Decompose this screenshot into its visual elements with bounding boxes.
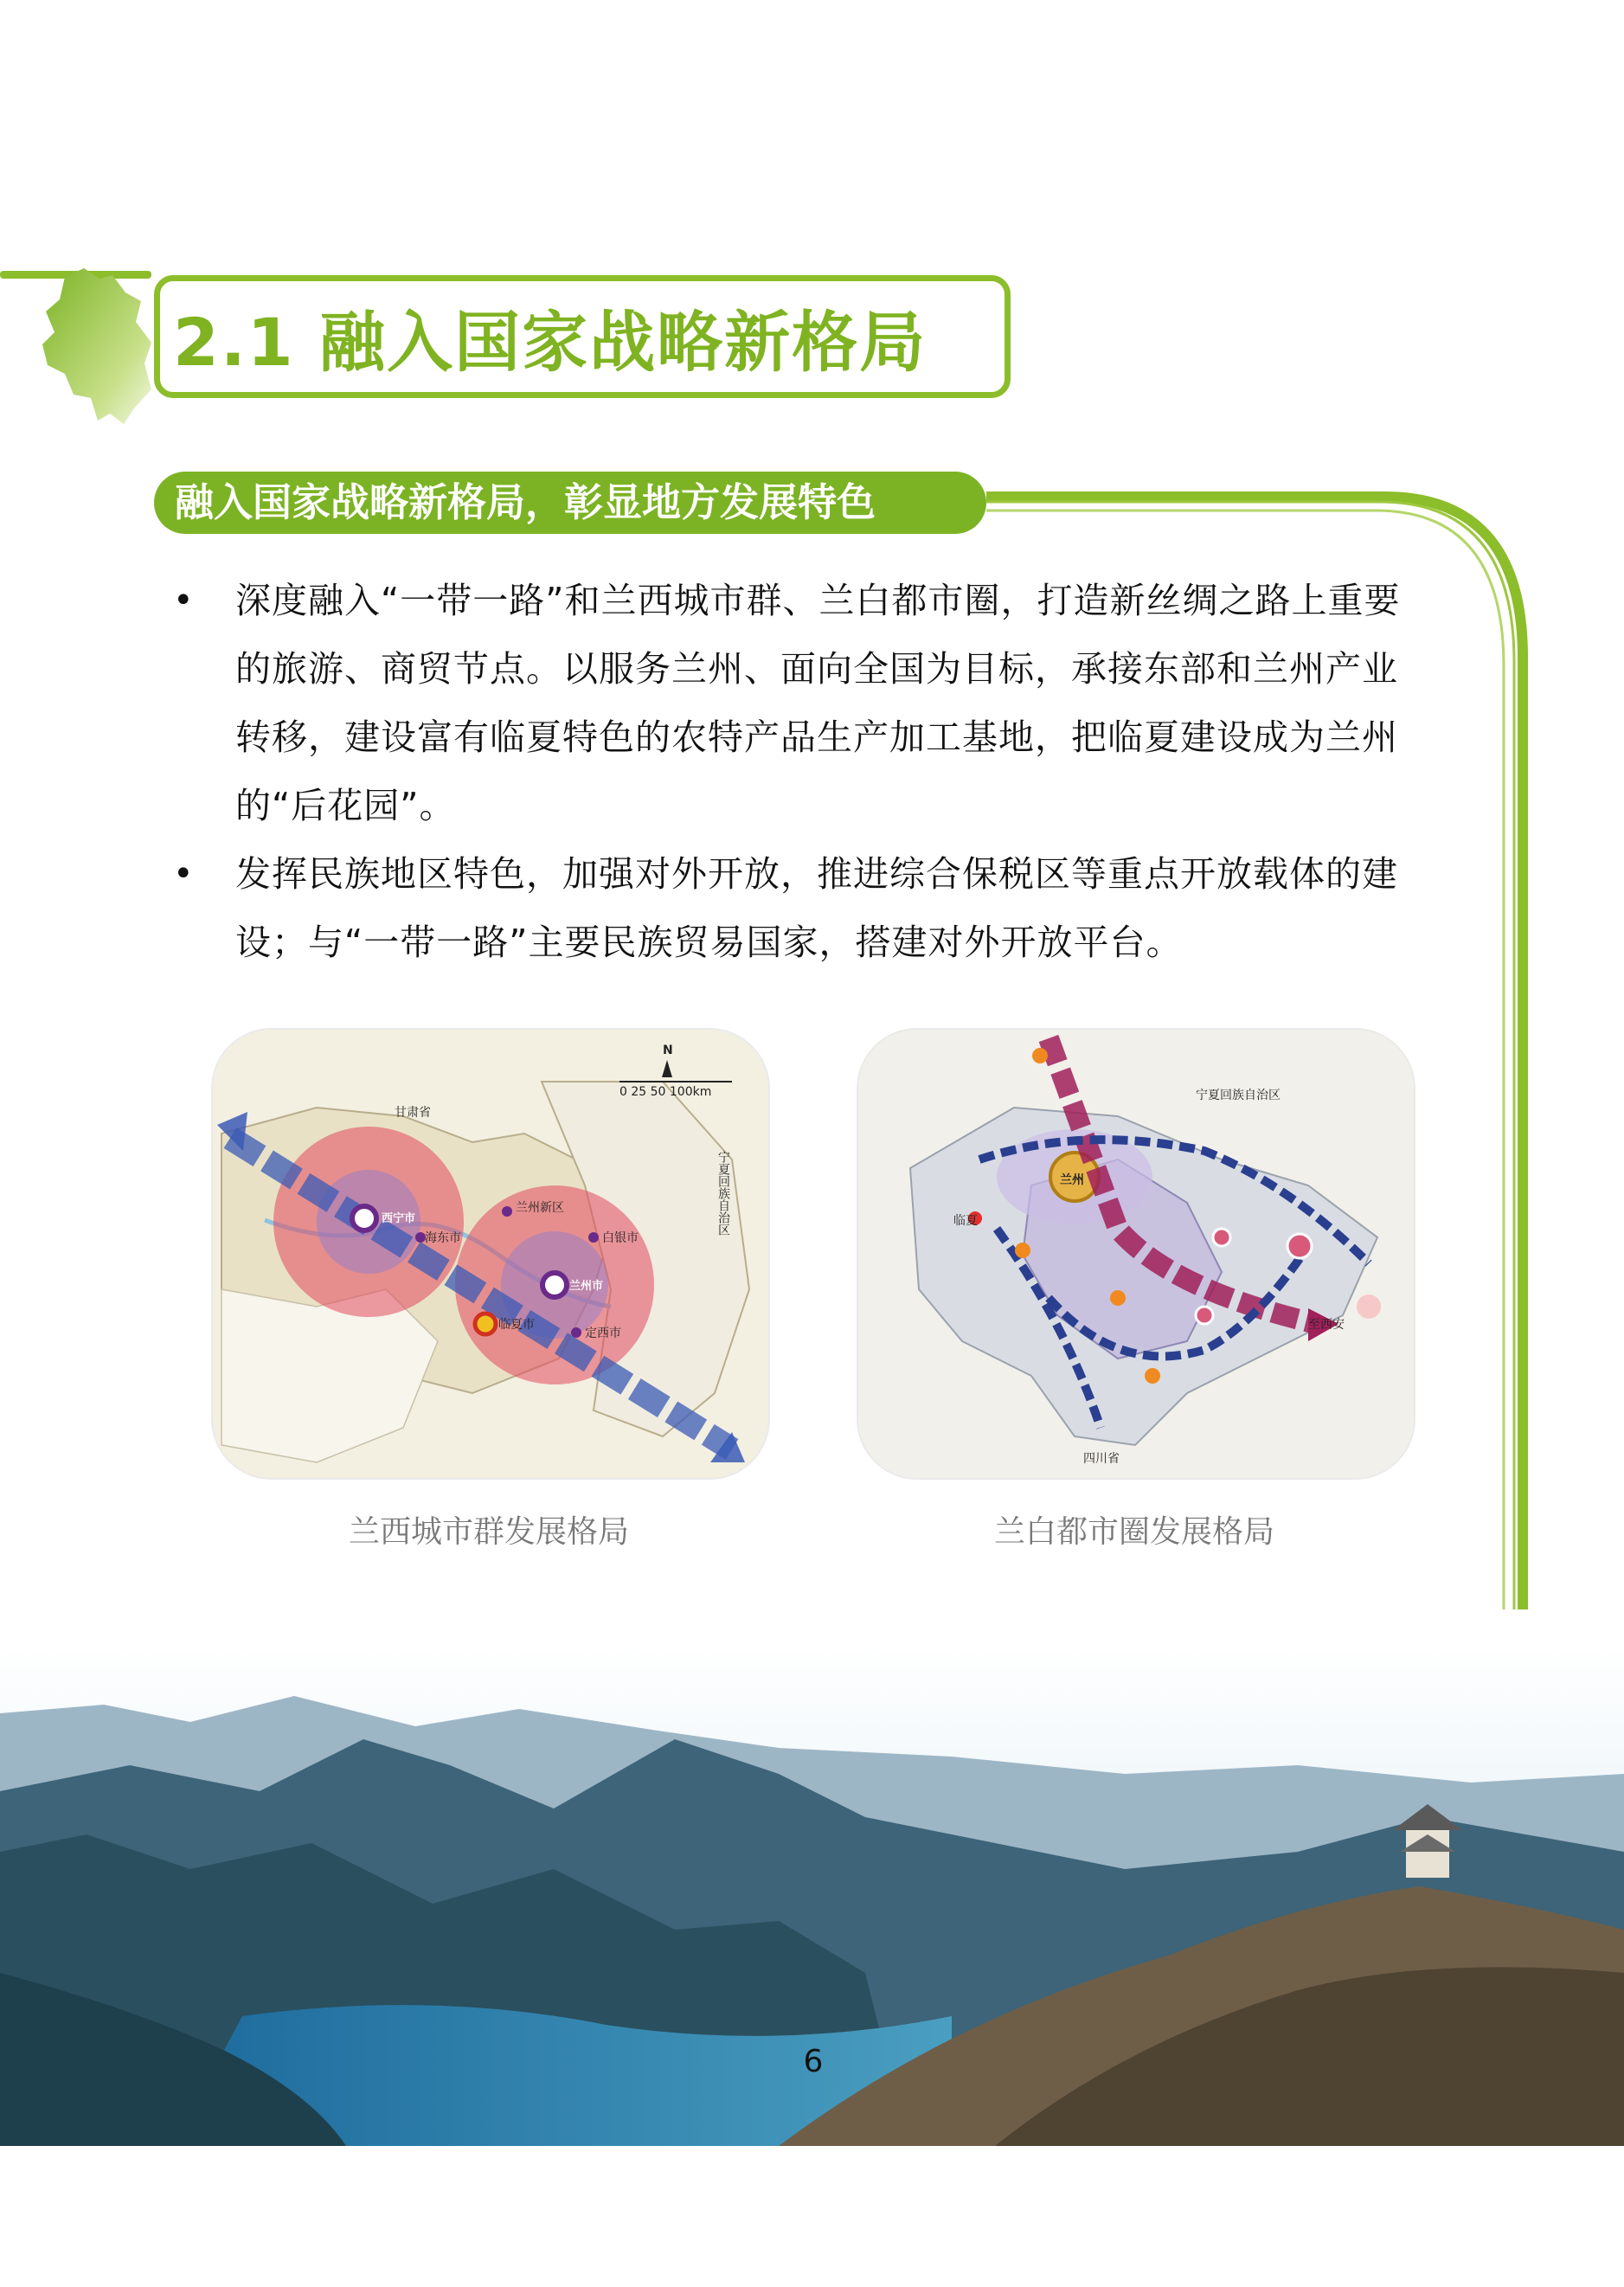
map1-haidong-label: 海东市 — [425, 1231, 461, 1245]
lanbai-metro-map — [857, 1028, 1415, 1480]
map2-linxia-label: 临夏 — [953, 1214, 978, 1228]
map1-scale-label: 0 25 50 100km — [619, 1085, 712, 1099]
lanxi-city-cluster-map — [211, 1028, 770, 1480]
bullet-text: 发挥民族地区特色，加强对外开放，推进综合保税区等重点开放载体的建设；与“一带一路”主要民族贸易国家，搭建对外开放平台。 — [235, 853, 1398, 963]
bullet-item — [173, 840, 1428, 977]
map1-baiyin-label: 白银市 — [602, 1231, 639, 1245]
bullet-item — [173, 567, 1428, 840]
map1-north-label: N — [663, 1044, 673, 1057]
lanxi-map-graphic — [213, 1030, 768, 1478]
map2-sichuan-label: 四川省 — [1083, 1452, 1120, 1466]
bullet-list — [173, 567, 1428, 977]
map1-ningxia-label: 宁夏回族自治区 — [716, 1151, 730, 1236]
subheading: 融入国家战略新格局，彰显地方发展特色 — [154, 472, 986, 534]
map2-xian-label: 至西安 — [1308, 1318, 1345, 1332]
bullet-marker: • — [173, 854, 194, 894]
region-map-icon — [30, 260, 160, 433]
lanbai-map-graphic — [858, 1030, 1414, 1478]
section-title: 2.1 融入国家战略新格局 — [173, 304, 928, 381]
map1-linxia-label: 临夏市 — [498, 1318, 535, 1332]
bullet-text: 深度融入“一带一路”和兰西城市群、兰白都市圈，打造新丝绸之路上重要的旅游、商贸节点。以服务兰州、面向全国为目标，承接东部和兰州产业转移，建设富有临夏特色的农特产品生产加工基地，把临夏建设成为兰州的“后花园”。 — [235, 580, 1401, 826]
map1-province-label: 甘肃省 — [395, 1106, 431, 1120]
map1-lanzhou-new-label: 兰州新区 — [516, 1201, 564, 1215]
map1-lanzhou-label: 兰州市 — [569, 1280, 604, 1293]
map1-caption: 兰西城市群发展格局 — [348, 1514, 629, 1550]
page-number: 6 — [803, 2044, 824, 2079]
map2-ningxia-label: 宁夏回族自治区 — [1196, 1089, 1281, 1102]
bullet-marker: • — [173, 581, 194, 620]
map2-lanzhou-label: 兰州 — [1060, 1173, 1084, 1187]
map2-caption: 兰白都市圈发展格局 — [993, 1514, 1274, 1550]
map1-dingxi-label: 定西市 — [585, 1327, 621, 1340]
map1-xining-label: 西宁市 — [382, 1212, 416, 1225]
